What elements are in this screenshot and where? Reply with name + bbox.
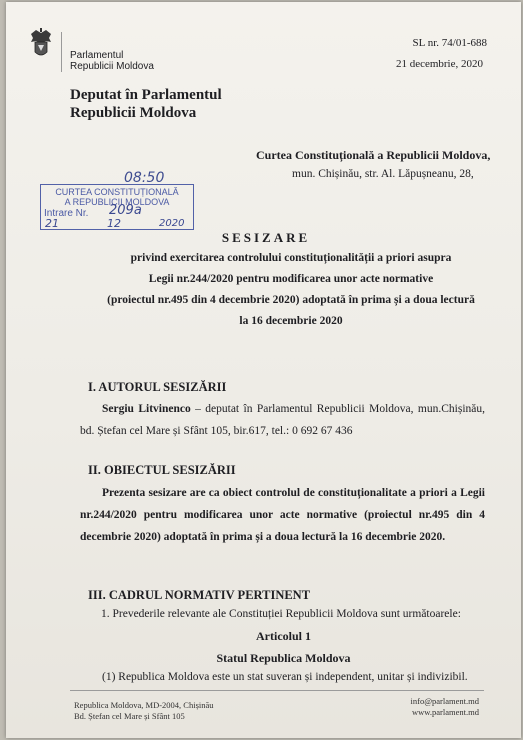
stamp-time: 08:50 bbox=[124, 170, 165, 186]
recipient-name: Curtea Constituțională a Republicii Moldova, bbox=[256, 148, 491, 162]
footer-address-line1: Republica Moldova, MD-2004, Chișinău bbox=[74, 700, 214, 710]
sender-line2: Republicii Moldova bbox=[70, 105, 197, 121]
title-line4: la 16 decembrie 2020 bbox=[239, 315, 343, 327]
author-name: Sergiu Litvinenco bbox=[102, 403, 191, 415]
section-obiect-text: Prezenta sesizare are ca obiect controlul de constituționalitate a priori a Legii nr.244/2020 pentru modificarea unor acte normative (proiectul nr.495 din 4 decembrie 2020) adoptată în prima și a doua lectură la 16 decembrie 2020. bbox=[80, 487, 485, 543]
footer-address-line2: Bd. Ștefan cel Mare și Sfânt 105 bbox=[74, 711, 185, 721]
stamp-year: 2020 bbox=[159, 218, 185, 229]
stamp-entry-number: 209a bbox=[109, 203, 142, 218]
article-number: Articolul 1 bbox=[256, 629, 311, 643]
title-line3: (proiectul nr.495 din 4 decembrie 2020) adoptată în prima și a doua lectură bbox=[107, 294, 475, 306]
article-text: (1) Republica Moldova este un stat suveran și independent, unitar și indivizibil. bbox=[102, 671, 468, 683]
recipient-address: mun. Chișinău, str. Al. Lăpușneanu, 28, bbox=[292, 168, 474, 180]
footer-divider bbox=[70, 690, 484, 691]
institution-line1: Parlamentul bbox=[70, 50, 124, 61]
footer-email: info@parlament.md bbox=[410, 696, 479, 706]
stamp-month: 12 bbox=[107, 217, 121, 230]
stamp-day: 21 bbox=[45, 217, 59, 230]
section-obiect-heading: II. OBIECTUL SESIZĂRII bbox=[88, 463, 236, 477]
header-divider bbox=[61, 32, 62, 72]
title-line2: Legii nr.244/2020 pentru modificarea unor acte normative bbox=[148, 273, 434, 285]
section-autor-heading: I. AUTORUL SESIZĂRII bbox=[88, 380, 227, 394]
section-cadru-text: 1. Prevederile relevante ale Constituției Republicii Moldova sunt următoarele: bbox=[101, 608, 461, 620]
document-date: 21 decembrie, 2020 bbox=[395, 58, 483, 70]
registration-stamp bbox=[40, 184, 194, 230]
document-heading: SESIZARE bbox=[221, 230, 311, 245]
institution-line2: Republicii Moldova bbox=[70, 61, 154, 72]
reference-number: SL nr. 74/01-688 bbox=[412, 37, 487, 49]
document-page bbox=[6, 2, 521, 738]
section-autor-text bbox=[80, 398, 485, 442]
coat-of-arms-icon bbox=[28, 28, 54, 60]
footer-website: www.parlament.md bbox=[412, 707, 479, 717]
title-line1: privind exercitarea controlului constituționalității a priori asupra bbox=[130, 252, 452, 264]
institution-name bbox=[70, 50, 154, 72]
stamp-line2: A REPUBLICII MOLDOVA bbox=[64, 197, 170, 207]
sender-title bbox=[70, 86, 222, 122]
author-details: – deputat în Parlamentul Republicii Moldova, mun.Chișinău, bd. Ștefan cel Mare și Sfânt 105, bir.617, tel.: 0 692 67 436 bbox=[80, 403, 485, 437]
stamp-line1: CURTEA CONSTITUȚIONALĂ bbox=[55, 187, 179, 197]
article-title: Statul Republica Moldova bbox=[216, 651, 351, 665]
sender-line1: Deputat în Parlamentul bbox=[70, 87, 222, 103]
stamp-entry-label: Intrare Nr. bbox=[44, 208, 89, 219]
section-cadru-heading: III. CADRUL NORMATIV PERTINENT bbox=[88, 588, 311, 602]
